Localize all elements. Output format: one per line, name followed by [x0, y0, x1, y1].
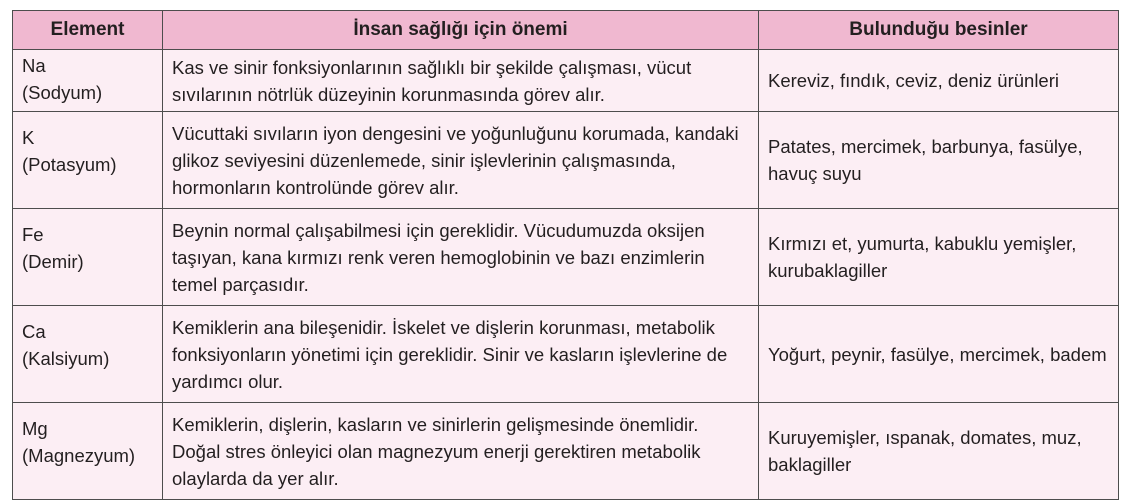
table-row [13, 306, 1119, 403]
header-element: Element [13, 11, 163, 50]
importance-cell: Kemiklerin ana bileşenidir. İskelet ve dişlerin korunması, metabolik fonksiyonların yönetimi için gereklidir. Sinir ve kasların işlevlerine de yardımcı olur. [163, 306, 759, 403]
element-symbol: Fe [22, 224, 44, 245]
element-cell [13, 112, 163, 209]
foods-cell: Kuruyemişler, ıspanak, domates, muz, baklagiller [759, 403, 1119, 500]
importance-cell: Kemiklerin, dişlerin, kasların ve sinirlerin gelişmesinde önemlidir. Doğal stres önleyici olan magnezyum enerji gerektiren metabolik olaylarda da yer alır. [163, 403, 759, 500]
element-name: (Sodyum) [22, 82, 103, 103]
table-row [13, 403, 1119, 500]
table-header-row [13, 11, 1119, 50]
foods-cell: Yoğurt, peynir, fasülye, mercimek, badem [759, 306, 1119, 403]
foods-cell: Patates, mercimek, barbunya, fasülye, havuç suyu [759, 112, 1119, 209]
table-row [13, 112, 1119, 209]
element-cell [13, 403, 163, 500]
table-row [13, 50, 1119, 112]
element-symbol: K [22, 127, 35, 148]
element-symbol: Na [22, 55, 46, 76]
element-cell [13, 50, 163, 112]
importance-cell: Vücuttaki sıvıların iyon dengesini ve yoğunluğunu korumada, kandaki glikoz seviyesini düzenlemede, sinir işlevlerinin çalışmasında, hormonların kontrolünde görev alır. [163, 112, 759, 209]
element-symbol: Ca [22, 321, 46, 342]
element-name: (Potasyum) [22, 154, 117, 175]
importance-cell: Kas ve sinir fonksiyonlarının sağlıklı bir şekilde çalışması, vücut sıvılarının nötrlük düzeyinin korunmasında görev alır. [163, 50, 759, 112]
element-name: (Magnezyum) [22, 445, 136, 466]
importance-cell: Beynin normal çalışabilmesi için gereklidir. Vücudumuzda oksijen taşıyan, kana kırmızı renk veren hemoglobinin ve bazı enzimlerin temel parçasıdır. [163, 209, 759, 306]
minerals-table [12, 10, 1119, 500]
foods-cell: Kereviz, fındık, ceviz, deniz ürünleri [759, 50, 1119, 112]
header-importance: İnsan sağlığı için önemi [163, 11, 759, 50]
element-cell [13, 209, 163, 306]
foods-cell: Kırmızı et, yumurta, kabuklu yemişler, kurubaklagiller [759, 209, 1119, 306]
element-symbol: Mg [22, 418, 48, 439]
element-name: (Kalsiyum) [22, 348, 110, 369]
table-row [13, 209, 1119, 306]
minerals-table-container [12, 10, 1118, 500]
header-foods: Bulunduğu besinler [759, 11, 1119, 50]
element-cell [13, 306, 163, 403]
element-name: (Demir) [22, 251, 84, 272]
